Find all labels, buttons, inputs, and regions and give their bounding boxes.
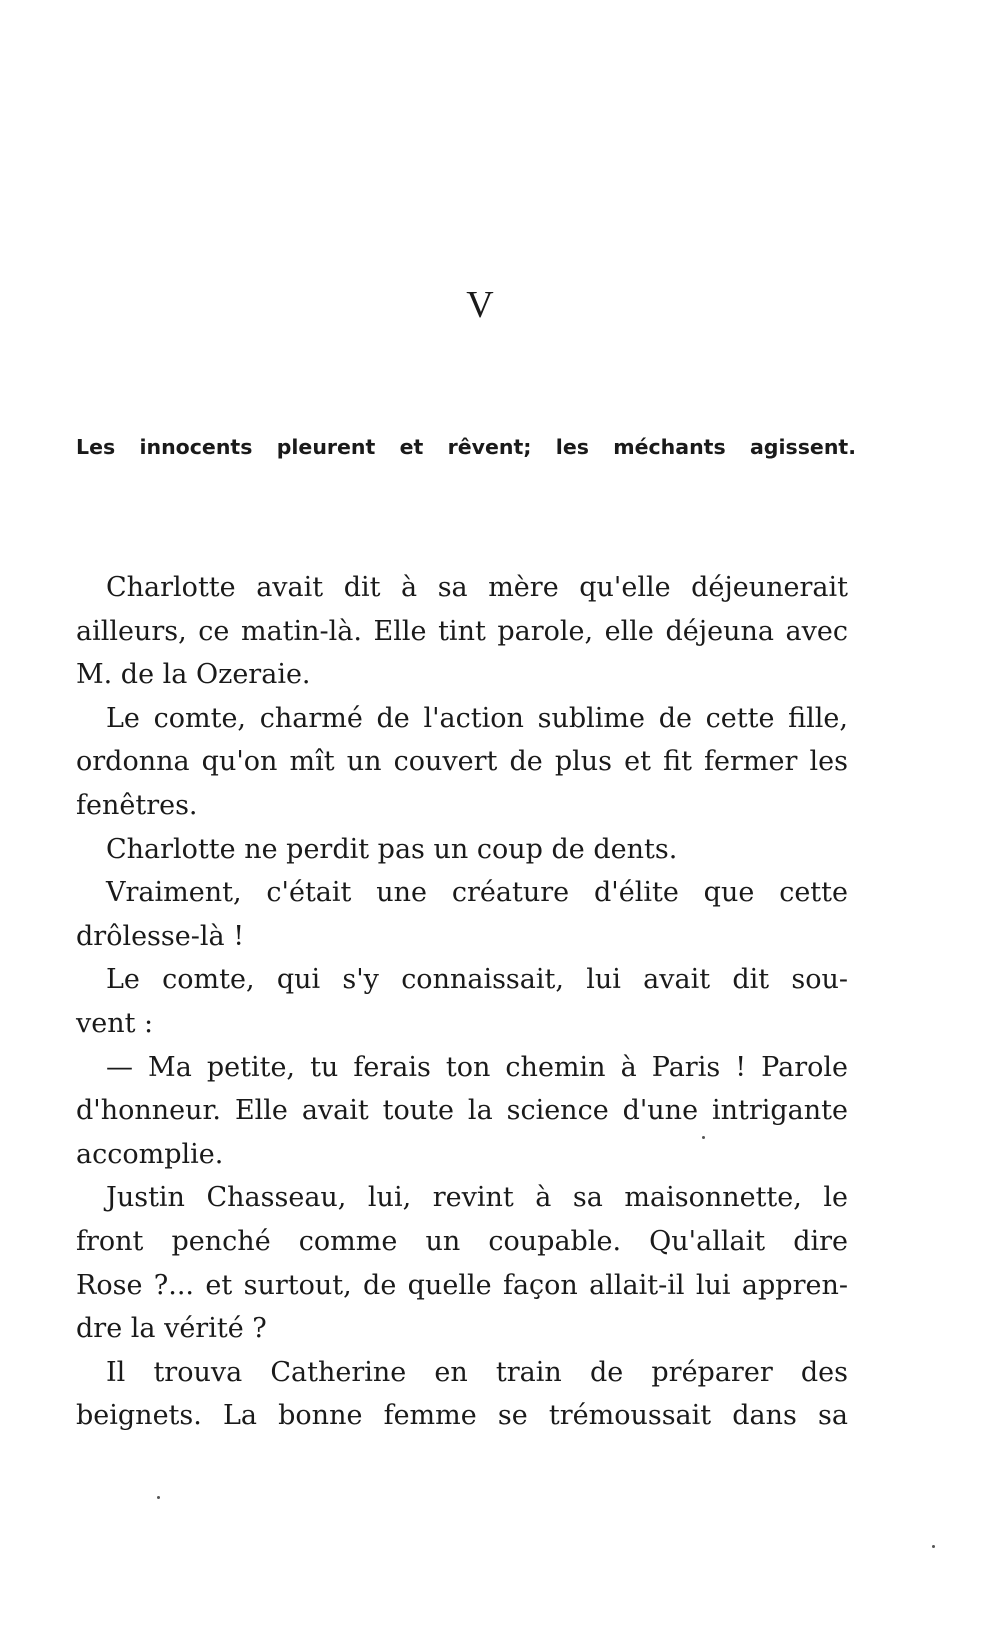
text-line: Le comte, charmé de l'action sublime de cette fille,	[106, 702, 848, 734]
text-line: ordonna qu'on mît un couvert de plus et fit fermer les	[76, 746, 848, 778]
print-speck	[932, 1545, 935, 1548]
text-line: Vraiment, c'était une créature d'élite que cette	[106, 877, 848, 909]
text-line: Le comte, qui s'y connaissait, lui avait dit sou-	[106, 964, 848, 996]
text-line: Rose ?... et surtout, de quelle façon allait-il lui appren-	[76, 1269, 848, 1301]
text-line: Charlotte ne perdit pas un coup de dents.	[106, 833, 678, 865]
print-speck	[157, 1496, 160, 1499]
text-line: beignets. La bonne femme se trémoussait dans sa	[76, 1400, 848, 1432]
text-line: dre la vérité ?	[76, 1313, 267, 1345]
text-line: front penché comme un coupable. Qu'allait dire	[76, 1225, 848, 1257]
chapter-title: Les innocents pleurent et rêvent; les méchants agissent.	[76, 435, 856, 459]
chapter-body	[76, 566, 848, 1438]
text-line: accomplie.	[76, 1138, 224, 1170]
text-line: fenêtres.	[76, 789, 198, 821]
text-line: Justin Chasseau, lui, revint à sa maisonnette, le	[106, 1182, 848, 1214]
text-line: vent :	[76, 1007, 154, 1039]
text-line: — Ma petite, tu ferais ton chemin à Paris ! Parole	[106, 1051, 848, 1083]
print-speck	[702, 1136, 705, 1139]
chapter-number: V	[466, 284, 494, 326]
text-line: Charlotte avait dit à sa mère qu'elle déjeunerait	[106, 572, 848, 603]
text-line: M. de la Ozeraie.	[76, 659, 311, 691]
text-line: drôlesse-là !	[76, 920, 245, 952]
text-line: ailleurs, ce matin-là. Elle tint parole, elle déjeuna avec	[76, 615, 848, 647]
text-line: d'honneur. Elle avait toute la science d'une intrigante	[76, 1095, 848, 1127]
text-line: Il trouva Catherine en train de préparer des	[106, 1356, 848, 1388]
